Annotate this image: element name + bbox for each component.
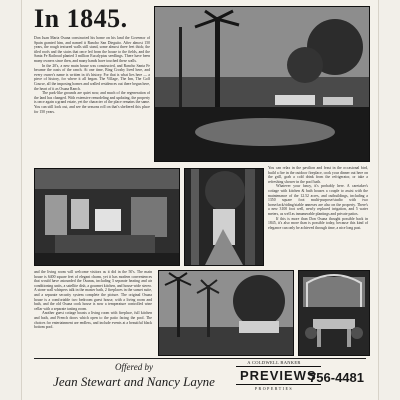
brochure-page <box>22 0 378 400</box>
logo-bottom-text: PROPERTIES <box>254 386 294 391</box>
right-paragraph-2: Whatever your fancy, it's probably here. A caretaker's cottage with kitchen & bath houses a couple to assist with the maintenance of the 12.52 acres, and outbuildings, including a 1350 square foot multi-purpose/studio with two horse/tack/riding/stable annexes are also on the property. There's a new 3100 foot well, newly replaced irrigation, and 5 water meters, as well as innumerable plantings and private patios. <box>268 184 368 216</box>
right-paragraph-1: You can relax in the pavilion and feast in the occasional bird, build a fire in the outdoor fireplace, cook your dinner out here on the grill, grab a cold drink from the refrigerator, or take a refreshing shower in the pool bath. <box>268 166 368 184</box>
palm-drive-photo <box>158 270 294 356</box>
footer-rule <box>34 358 366 359</box>
previews-logo <box>236 360 317 391</box>
right-paragraph-3: If this is more than Don Osuna thought possible back in 1845, it's also more than is possible today, because this kind of elegance can only be achieved through time, a nice long past. <box>268 216 368 230</box>
and-word: and <box>123 374 144 389</box>
lower-left-column <box>34 270 152 330</box>
patio-photo <box>298 270 370 356</box>
agent-2-name: Nancy Layne <box>146 374 215 389</box>
logo-top-text: A COLDWELL BANKER <box>247 360 301 365</box>
intro-paragraph-2: In the 20's, a new main house was constructed, and Rancho Santa Fe became the oasis of the ranch. At one time, Bing Crosby lived here, and every owner's name is written in it's history. For that is what lies here — a piece of history, for where it all began. The Village, The Inn, The Golf Course, all the imposing homes and walled residences out there began here, the heart of it as Osuna Ranch. <box>34 63 150 91</box>
logo-name: PREVIEWS <box>236 366 321 385</box>
right-column <box>268 166 368 230</box>
intro-column <box>34 36 150 114</box>
living-room-photo <box>34 168 180 266</box>
lower-paragraph-1: and the living room will welcome visitors as it did in the 50's. The main house is 6400 square feet of elegant charm, yet it has modern conveniences that would have astounded the Osunas, including 3 separate heating and air conditioning units, a satellite dish, a gourmet kitchen, and house-wide stereo. A stone wall whispers talk in the master bath, 2 fireplaces in the sunset suite, and a separate security system complete the picture. The original Osuna house is a comfortable two bedroom guest house, with a living room and bath, and the old Osuna cook house is now a temperature controlled wine cellar with a separate tasting room. <box>34 270 152 311</box>
agent-names <box>34 374 234 390</box>
offered-by-label: Offered by <box>115 362 153 372</box>
garden-path-photo <box>184 168 264 266</box>
headline: In 1845. <box>34 4 128 33</box>
phone-number: 756-4481 <box>309 370 364 385</box>
intro-paragraph-3: The park-like grounds are quiet now, and much of the regeneration of the land has changed. With extensive remodeling and updating, the property is once again a grand estate, yet the character of the place remains the same. You can still look out, and see the seasons roll on that's sheltered this place for 150 years. <box>34 91 150 114</box>
agent-1-name: Jean Stewart <box>53 374 121 389</box>
lower-paragraph-2: Another guest cottage boasts a living room with fireplace, full kitchen and bath, and French doors which open to the patio facing the pool. The choices for entertainment are endless, and include events at a beautiful black bottom pool. <box>34 311 152 330</box>
intro-paragraph-1: Don Juan Maria Osuna constructed his home on his land the Governor of Spain granted him, and named it Rancho San Dieguito. After almost 150 years, the rough textured walls still stand, some almost three feet thick; the tiled roofs and the stairs that once led from the house to the fields, and the Santa Fe Railroad planted 3 million Eucalyptus seedlings. There have been many owners since then, and many hands have touched these walls. <box>34 36 150 63</box>
offered-by-block <box>34 362 234 390</box>
pool-photo <box>154 6 370 162</box>
